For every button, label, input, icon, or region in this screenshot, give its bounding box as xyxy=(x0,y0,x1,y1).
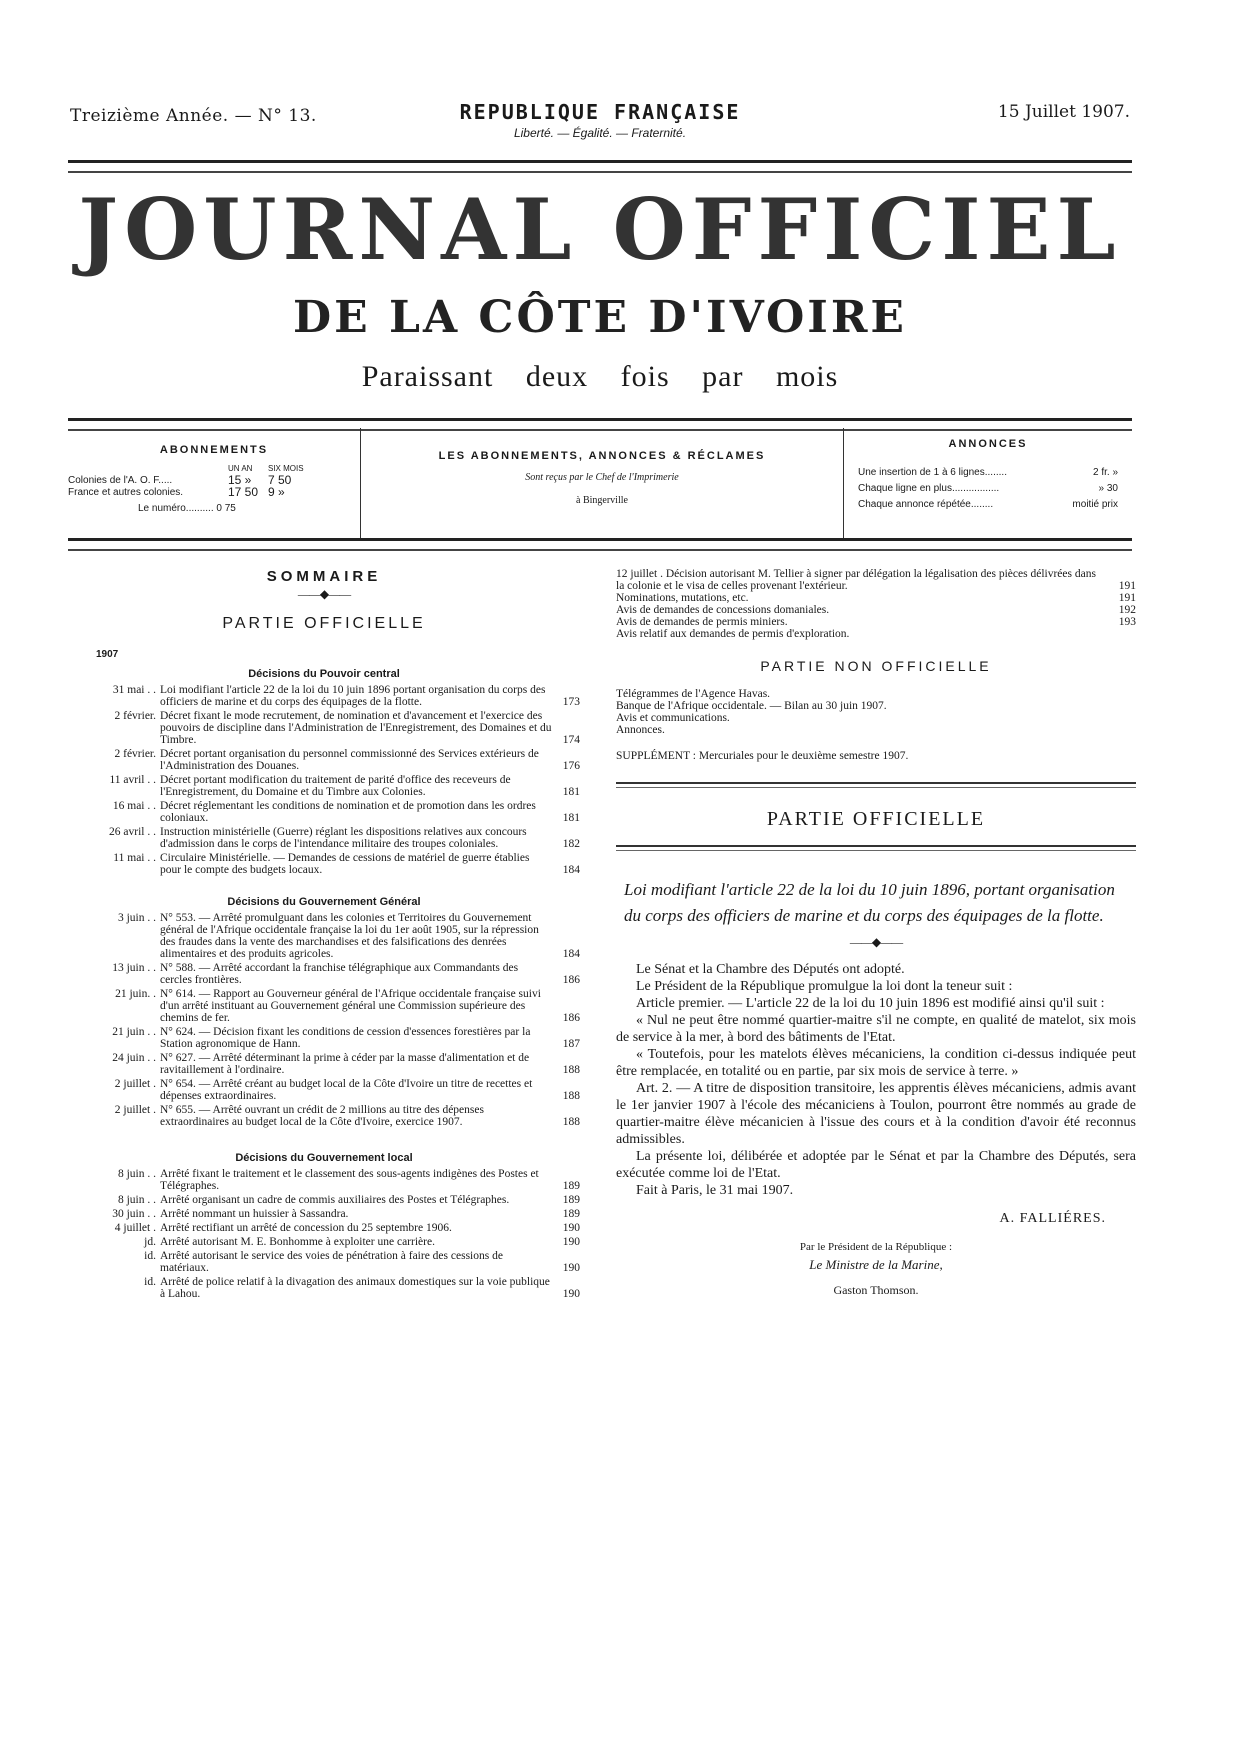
entry-text: Décret fixant le mode recrutement, de nomination et d'avancement et l'exercice des pouvoirs de discipline dans l'Administration de l'Enregistrement, des Domaines et du Timbre. xyxy=(160,710,552,746)
pno-item: Avis et communications. xyxy=(616,712,730,724)
entry-text: Circulaire Ministérielle. — Demandes de cessions de matériel de guerre établies pour le compte des budgets locaux. xyxy=(160,852,530,876)
entry-page: 190 xyxy=(562,1222,580,1234)
sommaire-entry xyxy=(616,628,1136,640)
section-head: Décisions du Gouvernement local xyxy=(235,1152,413,1164)
sommaire-column xyxy=(68,568,580,1316)
issue-date: 15 Juillet 1907. xyxy=(997,102,1130,122)
entry-text: 12 juillet . Décision autorisant M. Tellier à signer par délégation la légalisation des pièces délivrées dans la colonie et le visa de celles provenant l'extérieur. xyxy=(616,568,1096,592)
annonces-head: ANNONCES xyxy=(948,438,1028,450)
section-rule xyxy=(616,782,1136,788)
sommaire-entry xyxy=(616,616,1136,628)
sommaire-entry xyxy=(68,774,580,798)
pno-item: Banque de l'Afrique occidentale. — Bilan au 30 juin 1907. xyxy=(616,700,887,712)
sommaire-entry xyxy=(616,568,1136,592)
entry-text: Arrêté fixant le traitement et le classement des sous-agents indigènes des Postes et Télégraphes. xyxy=(160,1168,539,1192)
entry-page: 188 xyxy=(562,1090,580,1102)
sommaire-entry xyxy=(68,1236,580,1248)
entry-date: jd. xyxy=(144,1236,156,1248)
entry-date: 2 juillet . xyxy=(114,1078,156,1090)
partie-officielle-title: PARTIE OFFICIELLE xyxy=(766,808,986,830)
entry-date: 2 juillet . xyxy=(114,1104,156,1116)
entry-date: 21 juin . . xyxy=(112,1026,156,1038)
header-rule xyxy=(68,160,1132,173)
sommaire-entry xyxy=(68,962,580,986)
sommaire-entry xyxy=(68,1250,580,1274)
partie-officielle-head: PARTIE OFFICIELLE xyxy=(222,615,426,632)
section-rule xyxy=(616,845,1136,851)
entry-page: 186 xyxy=(562,974,580,986)
partie-non-officielle-list xyxy=(616,688,1136,736)
entry-text: N° 553. — Arrêté promulguant dans les colonies et Territoires du Gouvernement général de l'Afrique occidentale française la loi du 1er août 1905, sur la répression des fraudes dans la vente des marchandises et des falsifications des denrées alimentaires et des produits agricoles. xyxy=(160,912,539,960)
abonnements-table xyxy=(68,462,360,514)
sommaire-entry xyxy=(68,1194,580,1206)
entry-text: Arrêté autorisant le service des voies de pénétration à faire des cessions de matériaux. xyxy=(160,1250,503,1274)
entry-page: 190 xyxy=(562,1288,580,1300)
entry-page: 189 xyxy=(562,1194,580,1206)
loi-paragraph: La présente loi, délibérée et adoptée par le Sénat et par la Chambre des Députés, sera exécutée comme loi de l'Etat. xyxy=(616,1149,1136,1181)
entry-text: Arrêté rectifiant un arrêté de concession du 25 septembre 1906. xyxy=(160,1222,452,1234)
sommaire-entry xyxy=(68,1168,580,1192)
entry-date: 8 juin . . xyxy=(117,1194,156,1206)
pno-item: Télégrammes de l'Agence Havas. xyxy=(616,688,771,700)
entry-page: 188 xyxy=(562,1116,580,1128)
sommaire-entry xyxy=(68,1026,580,1050)
entry-page: 184 xyxy=(562,948,580,960)
supplement-line: SUPPLÉMENT : Mercuriales pour le deuxième semestre 1907. xyxy=(616,750,909,762)
sommaire-title: SOMMAIRE xyxy=(266,568,382,585)
entry-page: 182 xyxy=(562,838,580,850)
sommaire-entry xyxy=(68,710,580,746)
entry-page: 189 xyxy=(562,1208,580,1220)
entry-date: 13 juin . . xyxy=(112,962,156,974)
entry-date: 2 février. xyxy=(114,748,156,760)
entry-page: 189 xyxy=(562,1180,580,1192)
partie-non-officielle-head: PARTIE NON OFFICIELLE xyxy=(760,658,992,674)
center-sub: Sont reçus par le Chef de l'Imprimerie xyxy=(525,472,679,483)
loi-paragraph: Art. 2. — A titre de disposition transitoire, les apprentis élèves mécaniciens, admis avant le 1er janvier 1907 à l'école des mécaniciens à Toulon, pourront être nommés au grade de quartier-maitre élève mécanicien à l'issue des cours et à la condition d'avoir été reconnus admissibles. xyxy=(616,1081,1136,1147)
loi-paragraph: « Toutefois, pour les matelots élèves mécaniciens, la condition ci-dessus indiquée peut être remplacée, en totalité ou en partie, par six mois de service à terre. » xyxy=(616,1047,1136,1079)
entry-text: Avis de demandes de concessions domaniales. xyxy=(616,604,830,616)
sommaire-entry xyxy=(68,1078,580,1102)
center-box xyxy=(361,428,844,538)
entry-text: Avis relatif aux demandes de permis d'exploration. xyxy=(616,628,850,640)
infobox-bottom-rule xyxy=(68,538,1132,551)
republique-title: REPUBLIQUE FRANÇAISE xyxy=(459,100,741,124)
section-head: Décisions du Pouvoir central xyxy=(248,668,400,680)
entry-date: 8 juin . . xyxy=(117,1168,156,1180)
entry-date: 30 juin . . xyxy=(112,1208,156,1220)
entry-date: 31 mai . . xyxy=(112,684,156,696)
entry-page: 174 xyxy=(562,734,580,746)
entry-date: 16 mai . . xyxy=(112,800,156,812)
entry-text: N° 624. — Décision fixant les conditions de cession d'essences forestières par la Station agronomique de Hann. xyxy=(160,1026,531,1050)
entry-page: 190 xyxy=(562,1262,580,1274)
abonnement-row: France et autres colonies. 17 50 9 » xyxy=(68,485,285,499)
entry-text: N° 655. — Arrêté ouvrant un crédit de 2 millions au titre des dépenses extraordinaires au budget local de la Côte d'Ivoire, exercice 1907. xyxy=(160,1104,484,1128)
center-head: LES ABONNEMENTS, ANNONCES & RÉCLAMES xyxy=(438,450,766,462)
entry-page: 193 xyxy=(1118,616,1136,628)
ornament: ——◆—— xyxy=(297,587,351,601)
loi-title: Loi modifiant l'article 22 de la loi du 10 juin 1896, portant organisation du corps des officiers de marine et du corps des équipages de la flotte. xyxy=(624,880,1115,925)
entry-text: N° 627. — Arrêté déterminant la prime à céder par la masse d'alimentation et de ravitaillement à l'ordinaire. xyxy=(160,1052,530,1076)
abonnement-row: Colonies de l'A. O. F..... 15 » 7 50 xyxy=(68,473,292,487)
entry-page: 184 xyxy=(562,864,580,876)
loi-paragraph: Le Sénat et la Chambre des Députés ont adopté. xyxy=(636,962,905,977)
loi-paragraph: Le Président de la République promulgue la loi dont la teneur suit : xyxy=(636,979,1013,994)
sommaire-entry xyxy=(68,1222,580,1234)
info-box xyxy=(68,428,1132,546)
right-column xyxy=(616,568,1136,1298)
col-un-an: UN AN xyxy=(228,463,253,473)
entry-text: Nominations, mutations, etc. xyxy=(616,592,749,604)
entry-date: id. xyxy=(144,1250,156,1262)
annonces-box xyxy=(844,428,1132,538)
ministre-title: Le Ministre de la Marine, xyxy=(809,1257,943,1272)
loi-paragraph: « Nul ne peut être nommé quartier-maitre s'il ne compte, en qualité de matelot, six mois de service à la mer, à bord des bâtiments de l'Etat. xyxy=(616,1013,1136,1045)
masthead-subtitle: DE LA CÔTE D'IVOIRE xyxy=(293,292,907,343)
masthead-title: JOURNAL OFFICIEL xyxy=(78,180,1122,279)
entry-page: 190 xyxy=(562,1236,580,1248)
entry-date: 3 juin . . xyxy=(117,912,156,924)
republique-block xyxy=(70,100,1130,140)
entry-text: Loi modifiant l'article 22 de la loi du 10 juin 1896 portant organisation du corps des officiers de marine et du corps des équipages de la flotte. xyxy=(160,684,546,708)
entry-page: 176 xyxy=(562,760,580,772)
sommaire-entry xyxy=(68,1052,580,1076)
entry-date: 24 juin . . xyxy=(112,1052,156,1064)
sommaire-entry xyxy=(68,852,580,876)
center-place: à Bingerville xyxy=(576,495,628,506)
entry-date: 21 juin. . xyxy=(115,988,156,1000)
entry-text: N° 614. — Rapport au Gouverneur général de l'Afrique occidentale française suivi d'un arrêté instituant au Gouvernement général une Commission supérieure des chemins de fer. xyxy=(160,988,541,1024)
abonnements-head: ABONNEMENTS xyxy=(159,444,269,456)
masthead-frequency: Paraissant deux fois par mois xyxy=(361,360,839,393)
loi-body xyxy=(616,961,1136,1199)
sommaire-entry xyxy=(68,1276,580,1300)
sommaire-entry xyxy=(616,592,1136,604)
numero-price: Le numéro.......... 0 75 xyxy=(138,502,236,514)
signature: A. FALLIÉRES. xyxy=(999,1211,1106,1226)
header-line xyxy=(70,100,1130,140)
entry-page: 181 xyxy=(562,786,580,798)
issue-number: Treizième Année. — N° 13. xyxy=(70,106,317,126)
sommaire-continued xyxy=(616,568,1136,640)
sommaire-entry xyxy=(68,800,580,824)
par-le-president: Par le Président de la République : xyxy=(799,1241,953,1253)
entry-text: Arrêté autorisant M. E. Bonhomme à exploiter une carrière. xyxy=(160,1236,435,1248)
sommaire-entry xyxy=(68,748,580,772)
sommaire-entry xyxy=(68,684,580,708)
pno-item: Annonces. xyxy=(616,724,665,736)
loi-paragraph: Article premier. — L'article 22 de la loi du 10 juin 1896 est modifié ainsi qu'il suit : xyxy=(636,996,1105,1011)
sommaire-entry xyxy=(616,604,1136,616)
sommaire-entry xyxy=(68,826,580,850)
sommaire-entry xyxy=(68,1104,580,1128)
year-label: 1907 xyxy=(96,649,119,660)
ornament: ——◆—— xyxy=(849,935,903,949)
entry-text: Décret réglementant les conditions de nomination et de promotion dans les ordres coloniaux. xyxy=(160,800,536,824)
entry-page: 173 xyxy=(562,696,580,708)
entry-page: 192 xyxy=(1118,604,1136,616)
devise: Liberté. — Égalité. — Fraternité. xyxy=(513,126,687,140)
entry-page: 187 xyxy=(562,1038,580,1050)
sommaire-entry xyxy=(68,1208,580,1220)
annonce-row: Chaque annonce répétée........ moitié prix xyxy=(858,498,1118,510)
entry-date: 2 février. xyxy=(114,710,156,722)
entry-date: 4 juillet . xyxy=(114,1222,156,1234)
entry-page: 188 xyxy=(562,1064,580,1076)
entry-text: Arrêté organisant un cadre de commis auxiliaires des Postes et Télégraphes. xyxy=(160,1194,510,1206)
entry-date: 11 mai . . xyxy=(113,852,156,864)
entry-text: Arrêté de police relatif à la divagation des animaux domestiques sur la voie publique à Lahou. xyxy=(160,1276,550,1300)
entry-date: 26 avril . . xyxy=(109,826,156,838)
entry-page: 181 xyxy=(562,812,580,824)
entry-text: Décret portant modification du traitement de parité d'office des receveurs de l'Enregistrement, du Domaine et du Timbre aux Colonies. xyxy=(160,774,511,798)
section-head: Décisions du Gouvernement Général xyxy=(227,896,421,908)
sommaire-entry xyxy=(68,912,580,960)
entry-date: id. xyxy=(144,1276,156,1288)
annonce-row: Une insertion de 1 à 6 lignes........ 2 fr. » xyxy=(858,466,1118,478)
loi-paragraph: Fait à Paris, le 31 mai 1907. xyxy=(636,1183,794,1198)
entry-page: 186 xyxy=(562,1012,580,1024)
entry-text: Instruction ministérielle (Guerre) réglant les dispositions relatives aux concours d'admission dans le corps de l'intendance militaire des troupes coloniales. xyxy=(160,826,527,850)
ministre-name: Gaston Thomson. xyxy=(833,1283,919,1297)
col-six-mois: SIX MOIS xyxy=(268,463,304,473)
sommaire-sections xyxy=(68,668,580,1316)
entry-text: N° 654. — Arrêté créant au budget local de la Côte d'Ivoire un titre de recettes et dépenses extraordinaires. xyxy=(160,1078,533,1102)
entry-date: 11 avril . . xyxy=(109,774,156,786)
abonnements-box xyxy=(68,428,361,538)
entry-page: 191 xyxy=(1118,580,1136,592)
entry-text: Décret portant organisation du personnel commissionné des Services extérieurs de l'Administration des Douanes. xyxy=(160,748,539,772)
annonce-row: Chaque ligne en plus................. » 30 xyxy=(858,482,1118,494)
entry-text: Avis de demandes de permis miniers. xyxy=(616,616,788,628)
entry-page: 191 xyxy=(1118,592,1136,604)
entry-text: N° 588. — Arrêté accordant la franchise télégraphique aux Commandants des cercles frontières. xyxy=(160,962,519,986)
sommaire-entry xyxy=(68,988,580,1024)
entry-text: Arrêté nommant un huissier à Sassandra. xyxy=(160,1208,349,1220)
